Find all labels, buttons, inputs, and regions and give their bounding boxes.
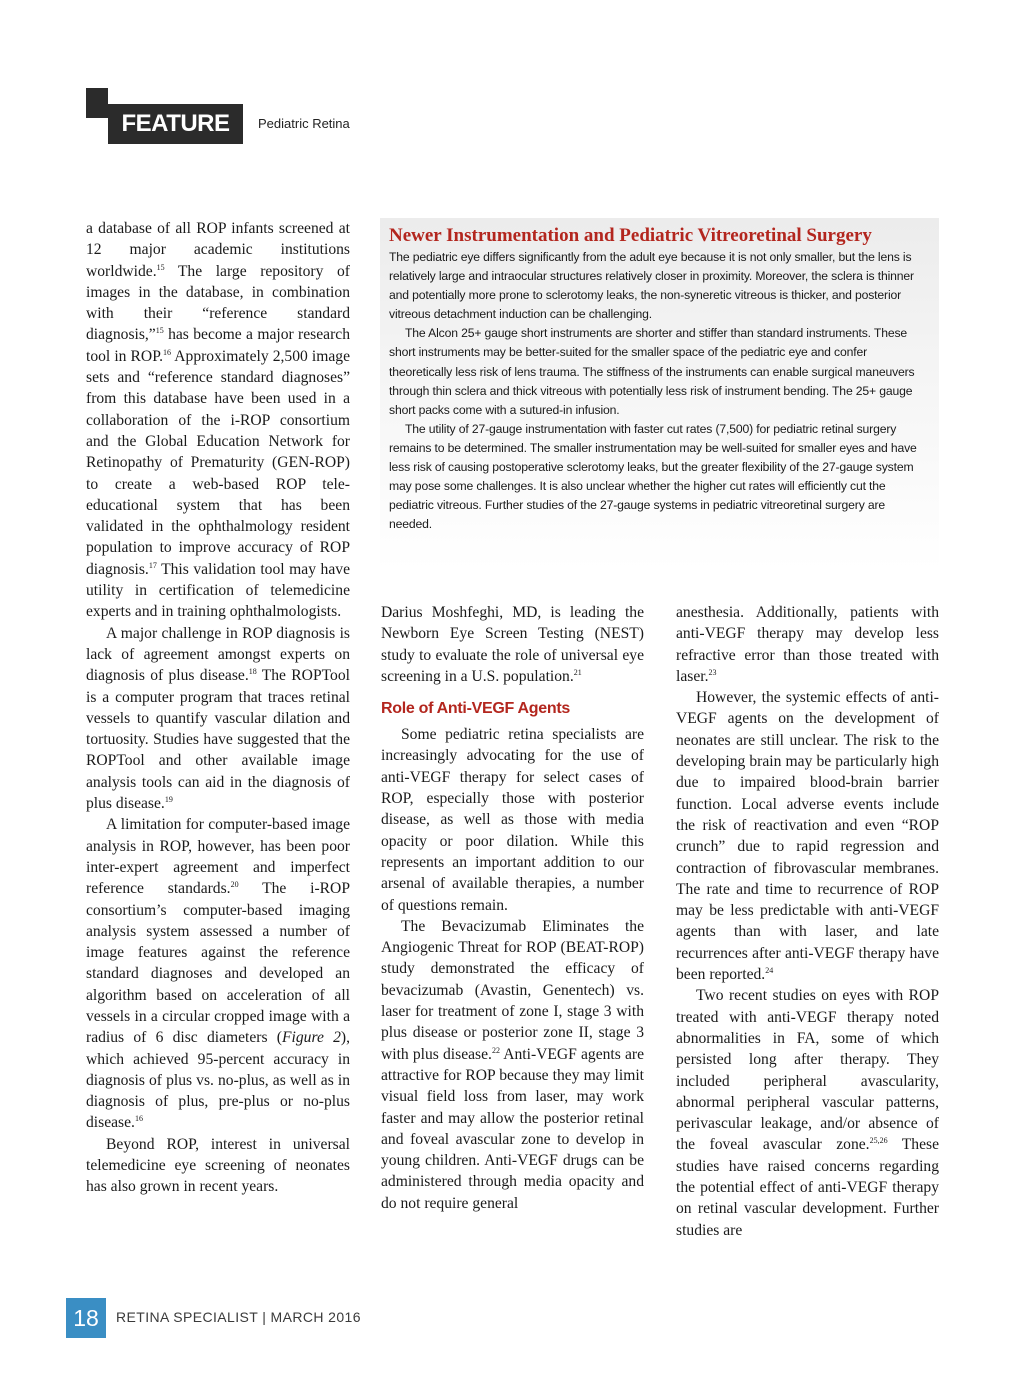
sidebar-paragraph-3: The utility of 27-gauge instrumentation with faster cut rates (7,500) for pediatric retinal surgery remains to be determined. The smaller instrumentation may be well-suited for smaller eyes and have less risk of causing postoperative sclerotomy leaks, but the greater flexibility of the 27-gauge system may pose some challenges. It is also unclear whether the higher cut rates will efficiently cut the pediatric vitreous. Further studies of the 27-gauge systems in pediatric vitreoretinal surgery are needed. bbox=[389, 421, 917, 532]
header-accent-block bbox=[86, 88, 108, 118]
left-paragraph-4: Beyond ROP, interest in universal telemedicine eye screening of neonates has also grown in recent years. bbox=[86, 1135, 350, 1196]
figure-reference: Figure 2 bbox=[282, 1029, 341, 1047]
mid-paragraph-3: The Bevacizumab Eliminates the Angiogenic Threat for ROP (BEAT-ROP) study demonstrated the efficacy of bevacizumab (Avastin, Genentech) vs. laser for treatment of zone I, stage 3 with plus disease or posterior zone II, stage 3 with plus disease.$^{22}$ Anti-VEGF agents are attractive for ROP because they may limit visual field loss from laser, may work faster and may allow the posterior retinal and foveal avascular zone to develop in young children. Anti-VEGF drugs can be administered through media opacity and do not require general bbox=[381, 917, 645, 1212]
right-paragraph-2: However, the systemic effects of anti-VEGF agents on the development of neonates are still unclear. The risk to the developing brain may be particularly high due to impaired blood-brain barrier function. Local adverse events include the risk of reactivation and even “ROP crunch” due to rapid regression and contraction of fibrovascular membranes. The rate and time to recurrence of ROP may be less predictable with anti-VEGF agents than with laser, and late recurrences after anti-VEGF therapy have been reported.$^{24}$ bbox=[676, 689, 939, 984]
sidebar-paragraph-2: The Alcon 25+ gauge short instruments are shorter and stiffer than standard instruments. These short instruments may be better-suited for the smaller space of the pediatric eye and confer theoretically less risk of lens trauma. The stiffness of the instruments can enable surgical maneuvers through thin sclera and thick vitreous with potentially less risk of instrument bending. The 25+ gauge short packs come with a sutured-in infusion. bbox=[389, 326, 915, 417]
feature-tag: FEATURE bbox=[108, 104, 243, 144]
middle-column bbox=[381, 602, 644, 1214]
left-paragraph-2: A major challenge in ROP diagnosis is lack of agreement amongst experts on diagnosis of plus disease.$^{18}$ The ROPTool is a computer program that traces retinal vessels to quantify vascular dilation and tortuosity. Studies have suggested that the ROPTool and other available image analysis tools can aid in the diagnosis of plus disease.$^{19}$ bbox=[86, 624, 350, 813]
left-paragraph-3: A limitation for computer-based image analysis in ROP, however, has been poor inter-expert agreement and imperfect reference standards.$^{20}$ The i-ROP consortium’s computer-based imaging analysis system assessed a number of image features against the reference standard diagnoses and developed an algorithm based on acceleration of all vessels in a circular cropped image with a radius of 6 disc diameters (Figure 2), which achieved 95-percent accuracy in diagnosis of plus vs. no-plus, as well as in diagnosis of plus, pre-plus or no-plus disease.$^{16}$ bbox=[86, 816, 350, 1132]
sidebar-box bbox=[380, 218, 939, 570]
section-label: Pediatric Retina bbox=[258, 116, 350, 131]
right-paragraph-3: Two recent studies on eyes with ROP treated with anti-VEGF therapy noted abnormalities in FA, some of which persisted long after therapy. They included peripheral avascularity, abnormal peripheral vascular patterns, perivascular leakage, and/or absence of the foveal avascular zone.$^{25,26}$ These studies have raised concerns regarding the potential effect of anti-VEGF therapy on retinal vascular development. Further studies are bbox=[676, 987, 939, 1239]
mid-paragraph-2: Some pediatric retina specialists are increasingly advocating for the use of anti-VEGF therapy for select cases of ROP, especially those with posterior disease, as well as those with media opacity or poor dilation. While this represents an important addition to our arsenal of available therapies, a number of questions remain. bbox=[381, 726, 644, 914]
publication-footer: RETINA SPECIALIST | MARCH 2016 bbox=[116, 1309, 361, 1325]
right-paragraph-1: anesthesia. Additionally, patients with anti-VEGF therapy may develop less refractive error than those treated with laser.$^{23}$ bbox=[676, 604, 939, 685]
subhead-anti-vegf: Role of Anti-VEGF Agents bbox=[381, 700, 570, 718]
sidebar-title: Newer Instrumentation and Pediatric Vitreoretinal Surgery bbox=[389, 225, 872, 246]
left-paragraph-1: a database of all ROP infants screened at 12 major academic institutions worldwide.$^{15}$ The large repository of images in the database, in combination with their “reference standard diagnosis,”$^{15}$ has become a major research tool in ROP.$^{16}$ Approximately 2,500 image sets and “reference standard diagnoses” from this database have been used in a collaboration of the i-ROP consortium and the Global Education Network for Retinopathy of Prematurity (GEN-ROP) to create a web-based ROP tele-educational system that has been validated in the ophthalmology resident population to improve accuracy of ROP diagnosis.$^{17}$ This validation tool may have utility in certification of telemedicine experts and in training ophthalmologists. bbox=[86, 220, 350, 621]
left-column bbox=[86, 218, 350, 1198]
page-number: 18 bbox=[66, 1298, 106, 1338]
mid-paragraph-1: Darius Moshfeghi, MD, is leading the Newborn Eye Screen Testing (NEST) study to evaluate the role of universal eye screening in a U.S. population.$^{21}$ bbox=[381, 604, 644, 685]
sidebar-paragraph-1: The pediatric eye differs significantly from the adult eye because it is not only smaller, but the lens is relatively large and intraocular structures relatively closer in proximity. Moreover, the sclera is thinner and potentially more prone to sclerotomy leaks, the non-syneretic vitreous is thicker, and posterior vitreous detachment induction can be challenging. bbox=[389, 250, 914, 322]
right-column bbox=[676, 602, 939, 1241]
